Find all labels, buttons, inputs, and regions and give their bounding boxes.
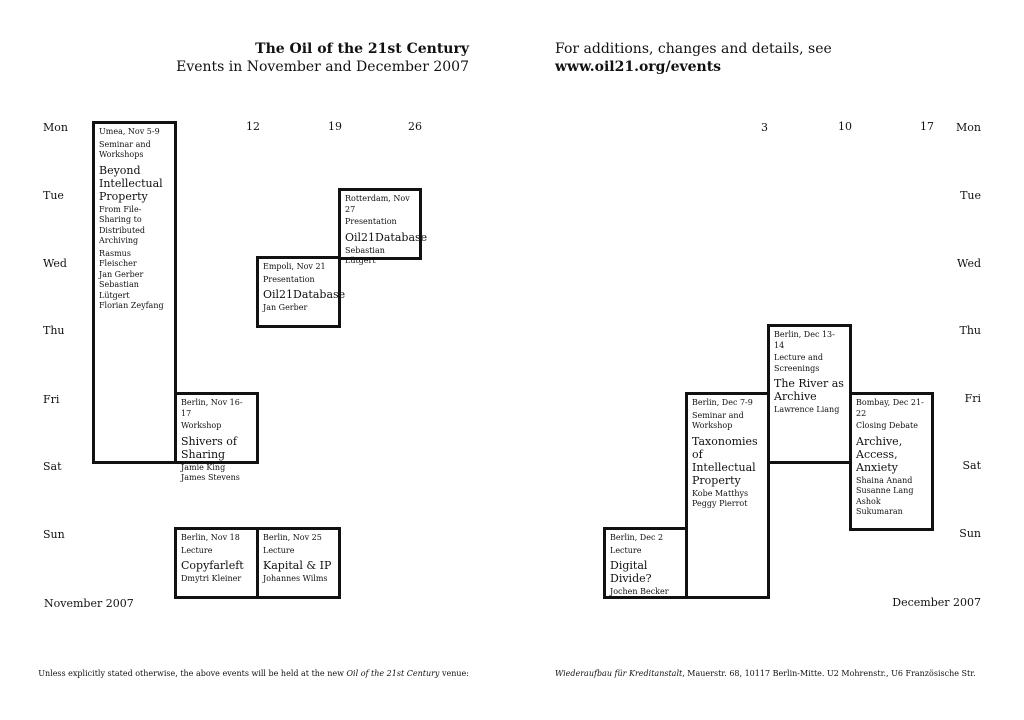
header-left (176, 40, 469, 76)
event-people (181, 463, 252, 484)
event-people (181, 574, 252, 585)
month-label-november: November 2007 (44, 597, 134, 610)
person: Susanne Lang (856, 486, 914, 495)
event-place: Berlin, Dec 13-14 (774, 330, 835, 350)
event-rotterdam-nov27[interactable] (338, 188, 428, 265)
day-label-sun-right: Sun (959, 527, 981, 540)
event-title: Shivers of Sharing (181, 434, 237, 461)
events-url: www.oil21.org/events (555, 59, 722, 75)
event-title: Copyfarleft (181, 559, 244, 572)
info-line: For additions, changes and details, see (555, 41, 832, 57)
event-people (692, 489, 763, 510)
event-people (774, 405, 845, 416)
day-label-sun-left: Sun (43, 528, 65, 541)
event-title: Beyond Intellectual Property (99, 163, 163, 203)
day-label-thu-left: Thu (43, 324, 65, 337)
week-number-17: 17 (920, 120, 934, 133)
event-place: Umea, Nov 5-9 (99, 127, 160, 136)
event-place: Berlin, Nov 18 (181, 533, 240, 542)
week-number-26: 26 (408, 120, 422, 133)
day-label-tue-right: Tue (960, 189, 981, 202)
event-place: Berlin, Dec 2 (610, 533, 664, 542)
footer-right-venue: Wiederaufbau für Kreditanstalt (555, 669, 683, 678)
event-umea[interactable] (92, 121, 177, 464)
event-title: Oil21Database (345, 230, 428, 244)
day-label-thu-right: Thu (959, 324, 981, 337)
event-type: Workshop (181, 421, 222, 430)
event-berlin-dec2[interactable] (603, 527, 688, 599)
event-bombay-dec21[interactable] (849, 392, 934, 531)
footer-left-text: Unless explicitly stated otherwise, the above events will be held at the new (38, 669, 344, 678)
day-label-tue-left: Tue (43, 189, 64, 202)
event-berlin-nov16[interactable] (174, 392, 259, 482)
person: Jan Gerber (99, 269, 144, 279)
event-title: Archive, Access, Anxiety (856, 434, 903, 474)
footer-left-venue: Oil of the 21st Century (346, 669, 440, 678)
person: Lawrence Liang (774, 405, 840, 414)
day-label-fri-left: Fri (43, 393, 60, 406)
person: James Stevens (181, 473, 240, 482)
event-place: Empoli, Nov 21 (263, 262, 326, 271)
header-right (555, 40, 832, 76)
person: Kobe Matthys (692, 488, 749, 498)
week-number-19: 19 (328, 120, 342, 133)
event-type: Presentation (345, 217, 397, 226)
event-title: Taxonomies of Intellectual Property (692, 434, 758, 487)
event-title: Oil21Database (263, 288, 346, 301)
event-place: Berlin, Nov 16-17 (181, 398, 243, 418)
event-title: Kapital & IP (263, 559, 332, 572)
day-label-wed-left: Wed (43, 257, 67, 270)
footer-right-address: , Mauerstr. 68, 10117 Berlin-Mitte. U2 Mohrenstr., U6 Französische Str. (682, 669, 976, 678)
month-label-december: December 2007 (892, 596, 981, 609)
person: Peggy Pierrot (692, 499, 748, 508)
event-type: Closing Debate (856, 421, 918, 430)
person: Shaina Anand (856, 475, 913, 485)
footer-right (555, 669, 976, 678)
day-label-wed-right: Wed (957, 257, 981, 270)
week-number-12: 12 (246, 120, 260, 133)
page-title: The Oil of the 21st Century (255, 41, 469, 57)
event-berlin-dec13[interactable] (767, 324, 852, 464)
event-berlin-nov18[interactable] (174, 527, 259, 599)
event-empoli-nov21[interactable] (256, 256, 346, 328)
event-place: Rotterdam, Nov 27 (345, 194, 410, 214)
day-label-mon-left: Mon (43, 121, 68, 134)
week-number-10: 10 (838, 120, 852, 133)
event-type: Lecture (610, 545, 642, 555)
week-number-3: 3 (761, 121, 768, 134)
person: Jochen Becker (610, 587, 669, 596)
event-title: The River as Archive (774, 377, 844, 403)
footer-left-suffix: venue: (442, 669, 469, 678)
event-berlin-dec7[interactable] (685, 392, 770, 599)
event-people (856, 476, 927, 518)
day-label-sat-left: Sat (43, 460, 62, 473)
day-label-mon-right: Mon (956, 121, 981, 134)
event-type: Seminar and Workshop (692, 410, 744, 430)
event-people (263, 303, 334, 314)
person: Rasmus Fleischer (99, 248, 137, 268)
footer-left (38, 669, 469, 678)
event-place: Bombay, Dec 21-22 (856, 398, 924, 418)
event-place: Berlin, Dec 7-9 (692, 398, 753, 407)
person: Dmytri Kleiner (181, 574, 242, 583)
person: Jan Gerber (263, 303, 308, 312)
event-type: Lecture (263, 545, 295, 555)
event-type: Seminar and Workshops (99, 139, 151, 159)
person: Sebastian Lütgert (345, 245, 385, 265)
person: Johannes Wilms (263, 574, 328, 583)
day-label-fri-right: Fri (964, 392, 981, 405)
page-subtitle: Events in November and December 2007 (176, 59, 469, 75)
day-label-sat-right: Sat (962, 459, 981, 472)
event-type: Lecture and Screenings (774, 353, 824, 373)
person: Sebastian Lütgert (99, 280, 139, 300)
event-berlin-nov25[interactable] (256, 527, 341, 599)
event-place: Berlin, Nov 25 (263, 533, 322, 542)
event-type: Lecture (181, 545, 213, 555)
person: Jamie King (181, 462, 226, 472)
event-people (610, 587, 681, 598)
event-people (263, 574, 334, 585)
person: Ashok Sukumaran (856, 496, 903, 516)
person: Florian Zeyfang (99, 301, 164, 310)
event-people (99, 249, 170, 312)
event-people (345, 246, 415, 267)
event-subtitle: From File-Sharing to Distributed Archiving (99, 204, 146, 245)
event-type: Presentation (263, 274, 315, 284)
event-title: Digital Divide? (610, 559, 652, 585)
